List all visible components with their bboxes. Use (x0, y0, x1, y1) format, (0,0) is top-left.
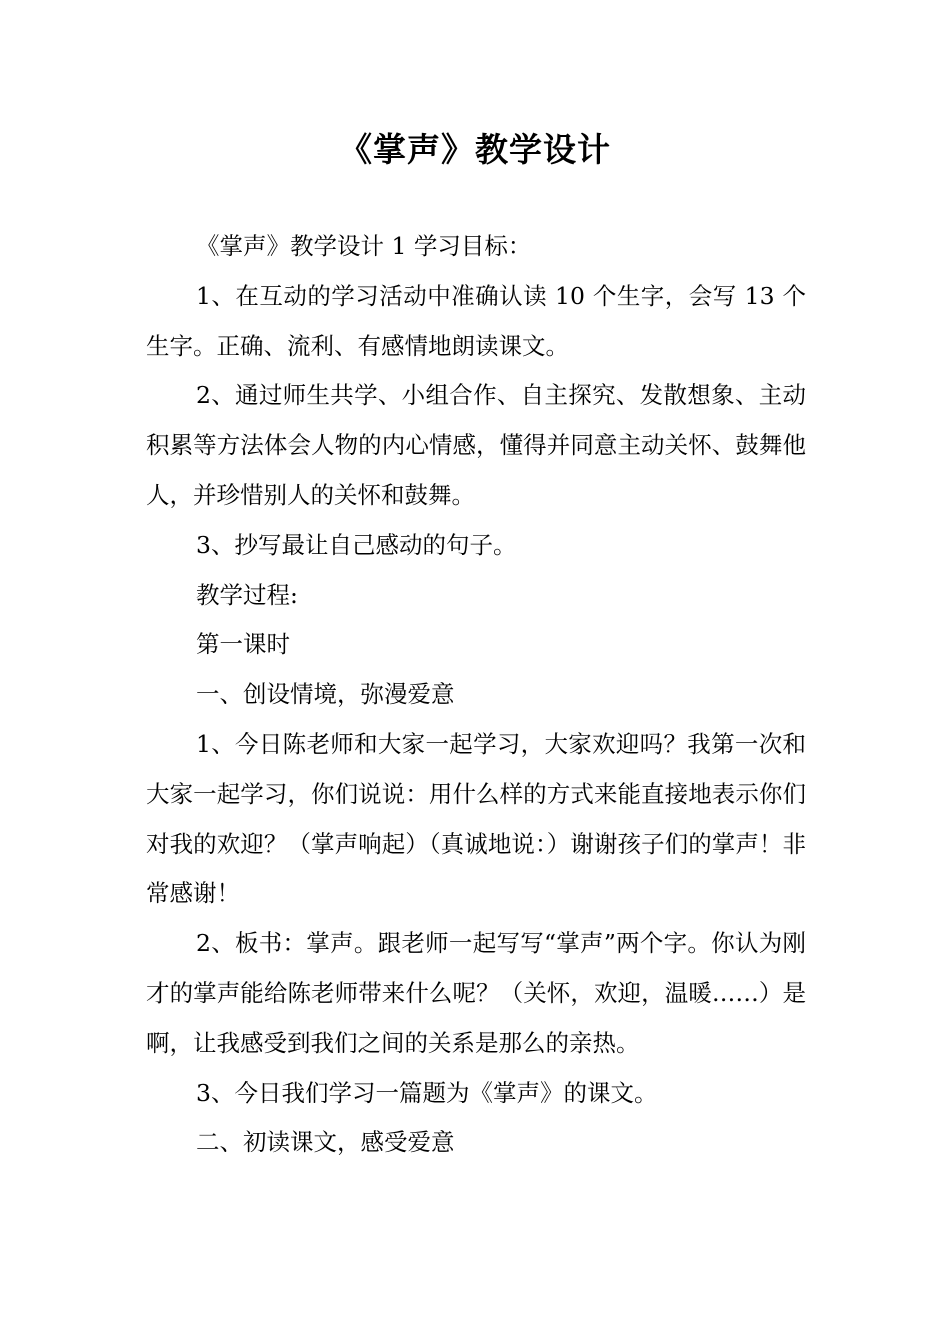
document-title: 《掌声》教学设计 (339, 130, 611, 169)
paragraph-section-2-heading: 二、初读课文，感受爱意 (196, 1128, 455, 1157)
paragraph-goal-1: 1、在互动的学习活动中准确认读 10 个生字，会写 13 个生字。正确、流利、有感情地朗读课文。 (146, 281, 806, 360)
paragraph-process-heading: 教学过程: (196, 580, 298, 609)
paragraph-intro: 《掌声》教学设计 1 学习目标： (196, 232, 532, 260)
paragraph-section-1-heading: 一、创设情境，弥漫爱意 (196, 680, 455, 709)
paragraph-step-2: 2、板书：掌声。跟老师一起写写“掌声”两个字。你认为刚才的掌声能给陈老师带来什么呢？（关怀，欢迎，温暖……）是啊，让我感受到我们之间的关系是那么的亲热。 (146, 929, 806, 1057)
paragraph-goal-2: 2、通过师生共学、小组合作、自主探究、发散想象、主动积累等方法体会人物的内心情感，懂得并同意主动关怀、鼓舞他人，并珍惜别人的关怀和鼓舞。 (146, 381, 806, 509)
document-body (146, 222, 806, 1168)
paragraph-goal-3: 3、抄写最让自己感动的句子。 (196, 530, 517, 559)
paragraph-lesson-heading: 第一课时 (196, 630, 290, 659)
paragraph-step-3: 3、今日我们学习一篇题为《掌声》的课文。 (196, 1078, 658, 1107)
paragraph-step-1: 1、今日陈老师和大家一起学习，大家欢迎吗？我第一次和大家一起学习，你们说说：用什么样的方式来能直接地表示你们对我的欢迎？（掌声响起）（真诚地说：）谢谢孩子们的掌声！非常感谢！ (146, 729, 806, 908)
